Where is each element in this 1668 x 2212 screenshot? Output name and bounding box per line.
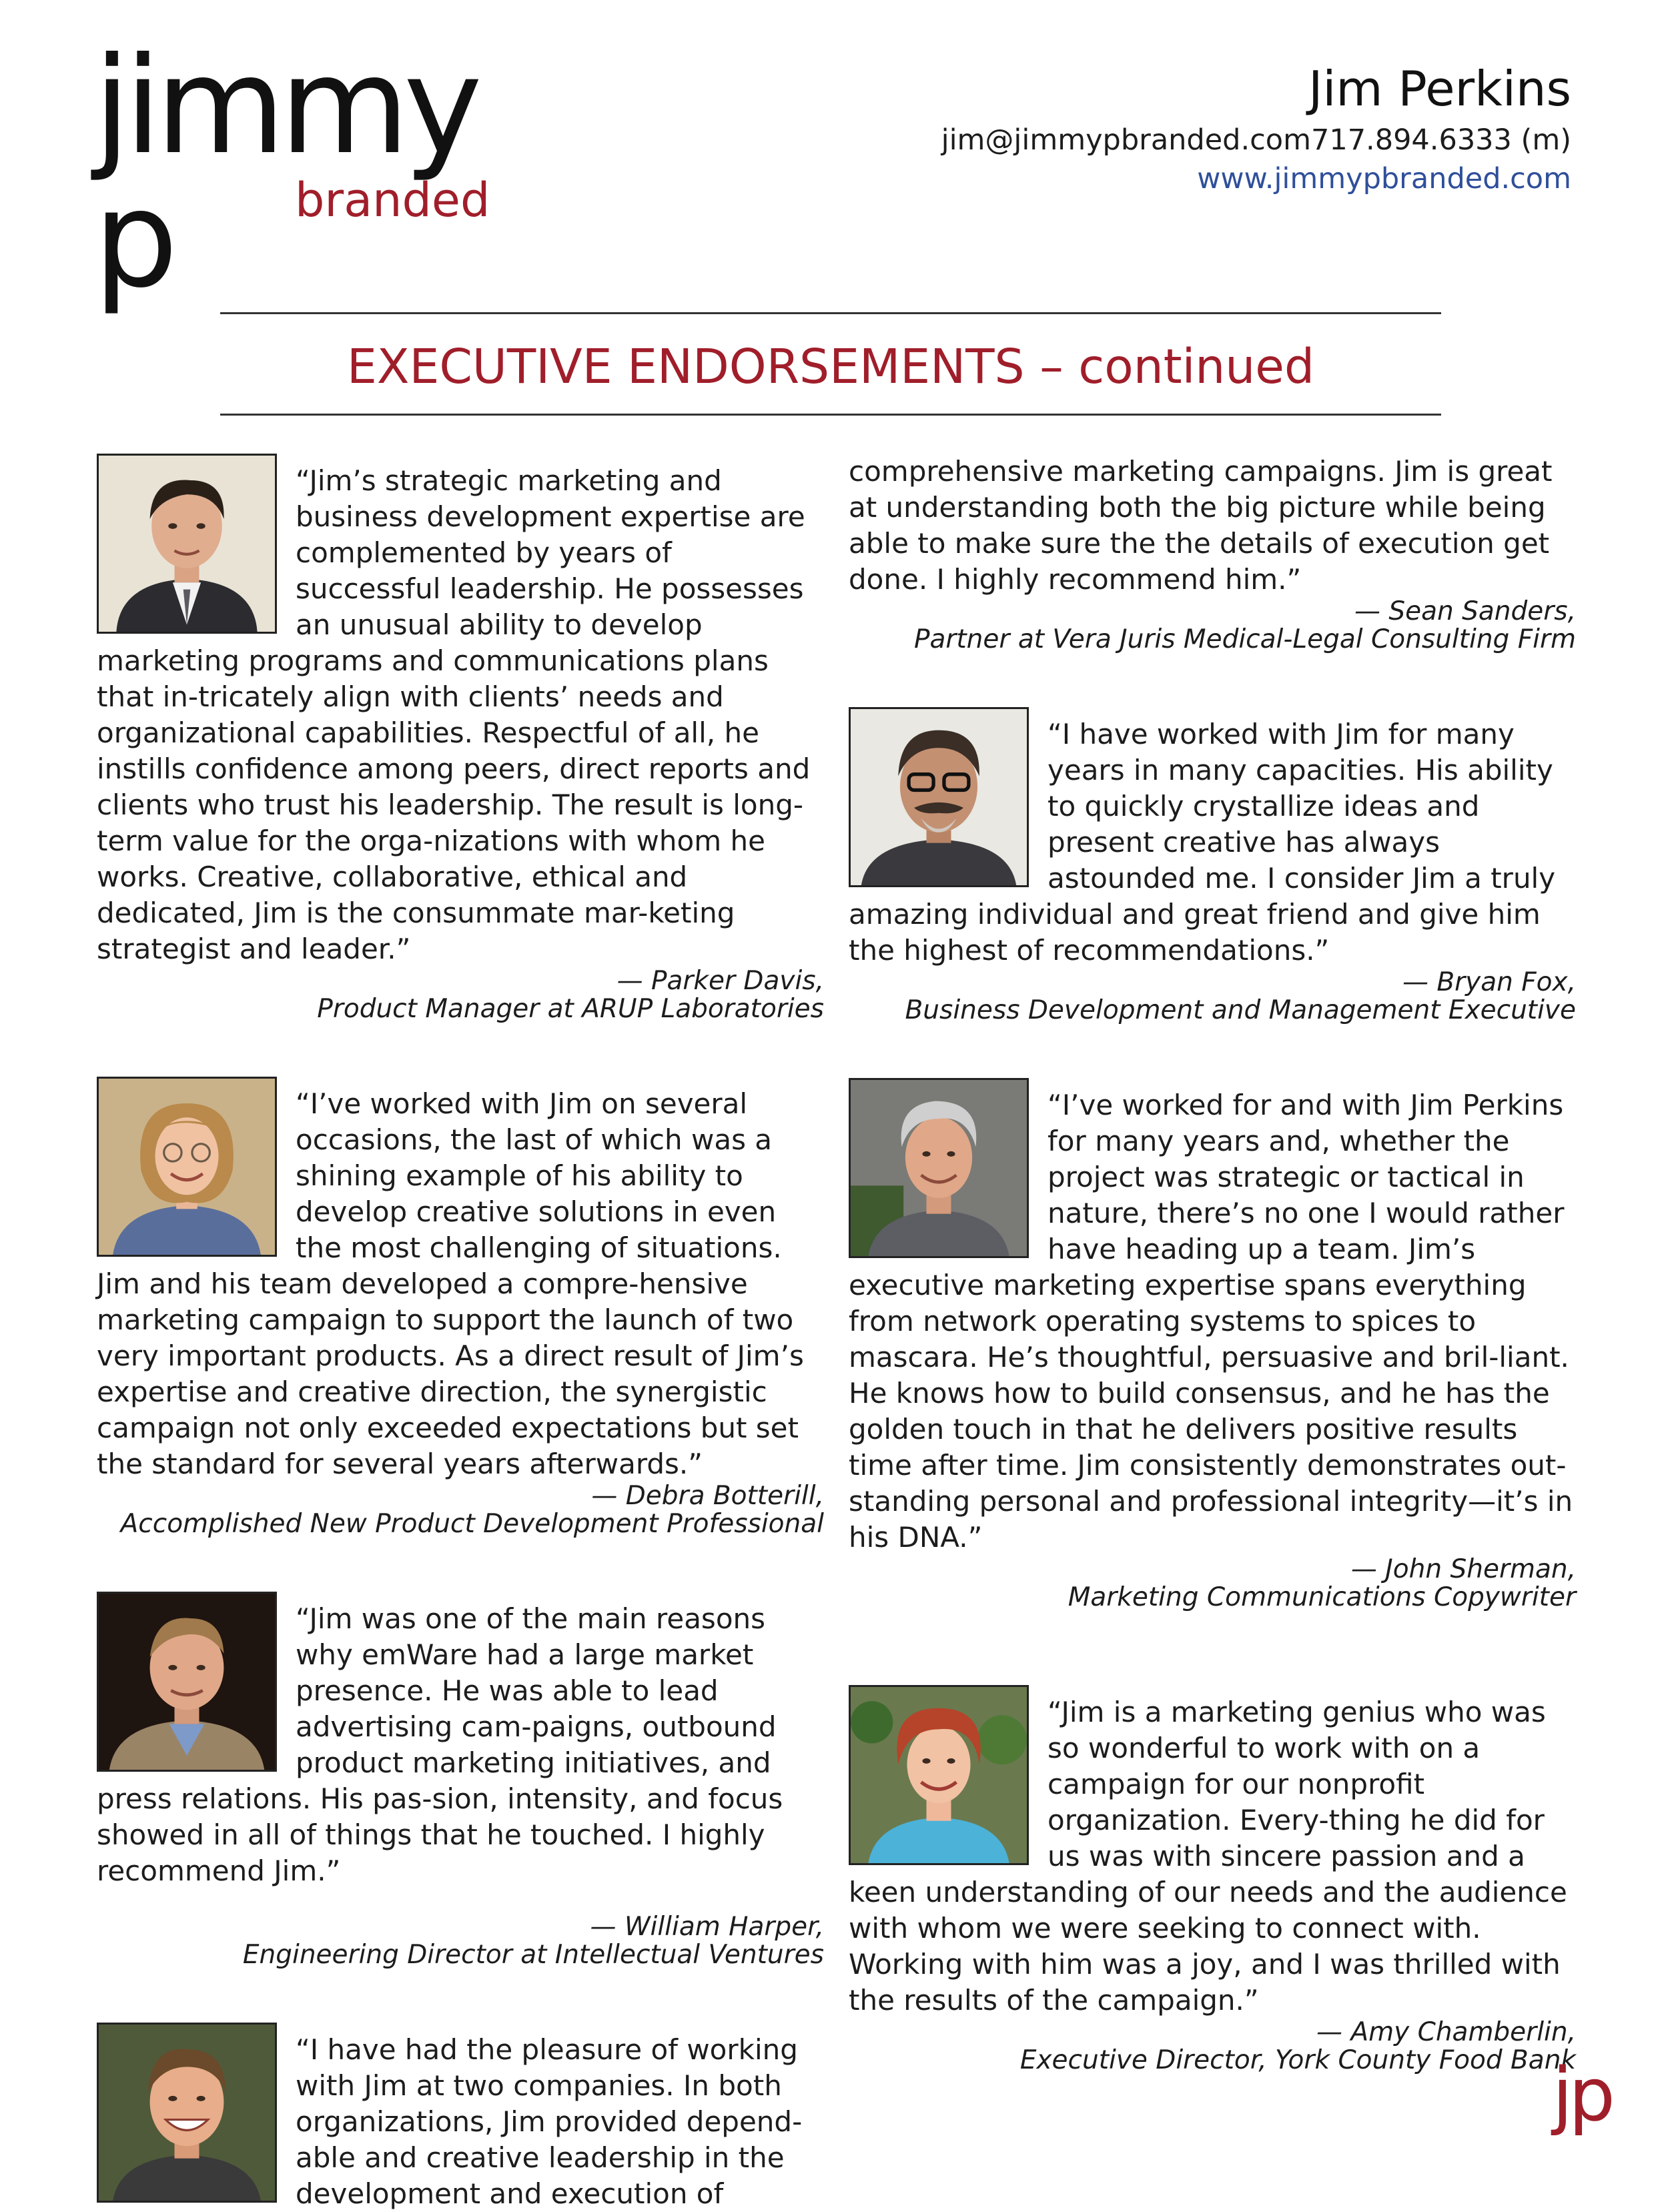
endorsement-card xyxy=(97,1077,824,1538)
contact-name: Jim Perkins xyxy=(1308,61,1571,117)
endorsement-card-continued xyxy=(849,454,1576,654)
header-bottom-rule xyxy=(220,414,1441,416)
endorsement-card xyxy=(97,454,824,1023)
endorser-title: Executive Director, York County Food Bank xyxy=(1019,2045,1576,2075)
endorser-title: Engineering Director at Intellectual Ventures xyxy=(242,1940,824,1970)
smiling-man-portrait-icon xyxy=(97,2023,277,2203)
right-column xyxy=(849,454,1576,2075)
endorsement-card xyxy=(97,2023,824,2212)
endorser-title: Business Development and Management Executive xyxy=(905,995,1576,1025)
contact-email-phone: jim@jimmypbranded.com717.894.6333 (m) xyxy=(941,123,1571,157)
logo-tagline: branded xyxy=(295,173,490,227)
endorser-name: — Bryan Fox, xyxy=(1402,967,1576,997)
endorsement-quote: “I’ve worked for and with Jim Perkins for many years and, whether the project was strategic or tactical in nature, there’s no one I would rather have heading up a team. Jim’s executive marketing expertise spans everything from network operating systems to spices to mascara. He’s thoughtful, persuasive and bril-liant. He knows how to build consensus, and he has the golden touch in that he delivers positive results time after time. Jim consistently demonstrates out-standing personal and professional integrity—it’s in his DNA.” xyxy=(849,1089,1573,1554)
contact-website-link[interactable]: www.jimmypbranded.com xyxy=(1197,162,1571,195)
endorser-title: Product Manager at ARUP Laboratories xyxy=(317,994,824,1024)
endorsement-quote: “Jim was one of the main reasons why emWare had a large market presence. He was able to lead advertising cam-paigns, outbound product marketing initiatives, and press relations. His pas-sion, intensity, and focus showed in all of things that he touched. I highly recommend Jim.” xyxy=(97,1602,783,1887)
endorser-name: — John Sherman, xyxy=(1350,1554,1576,1584)
endorser-name: — Sean Sanders, xyxy=(1354,596,1576,626)
endorsement-card xyxy=(849,1685,1576,2075)
endorsement-card xyxy=(97,1592,824,1969)
endorsement-quote: “Jim is a marketing genius who was so wonderful to work with on a campaign for our nonprofit organization. Every-thing he did for us was with sincere passion and a keen understanding of our needs and the audience with whom we were seeking to connect with. Working with him was a joy, and I was thrilled with the results of the campaign.” xyxy=(849,1696,1567,2017)
gray-haired-man-portrait-icon xyxy=(849,1078,1029,1258)
brand-logo xyxy=(93,29,560,318)
endorser-title: Marketing Communications Copywriter xyxy=(1068,1582,1576,1612)
endorsement-quote: “Jim’s strategic marketing and business development expertise are complemented by years of successful leadership. He possesses an unusual ability to develop marketing programs and communications plans that in-tricately align with clients’ needs and organizational capabilities. Respectful of all, he instills confidence among peers, direct reports and clients who trust his leadership. The result is long-term value for the orga-nizations with whom he works. Creative, collaborative, ethical and dedicated, Jim is the consummate mar-keting strategist and leader.” xyxy=(97,464,811,965)
endorsement-quote: “I’ve worked with Jim on several occasions, the last of which was a shining example of his ability to develop creative solutions in even the most challenging of situations. Jim and his team developed a compre-hensive marketing campaign to support the launch of two very important products. As a direct result of Jim’s expertise and creative direction, the synergistic campaign not only exceeded expectations but set the standard for several years afterwards.” xyxy=(97,1087,804,1480)
endorser-name: — William Harper, xyxy=(590,1912,824,1942)
left-column xyxy=(97,454,824,2212)
logo-wordmark: jimmy p xyxy=(93,29,477,318)
endorser-title: Accomplished New Product Development Professional xyxy=(120,1509,824,1539)
corner-brand-mark: jp xyxy=(1552,2052,1611,2137)
contact-block xyxy=(941,57,1571,198)
endorser-name: — Amy Chamberlin, xyxy=(1316,2017,1576,2047)
endorsement-quote: “I have worked with Jim for many years in many capacities. His ability to quickly crystallize ideas and present creative has always astounded me. I consider Jim a truly amazing individual and great friend and give him the highest of recommendations.” xyxy=(849,718,1556,967)
endorsement-card xyxy=(849,707,1576,1025)
woman-with-glasses-portrait-icon xyxy=(97,1077,277,1257)
endorsement-quote: “I have had the pleasure of working with Jim at two companies. In both organizations, Jim provided depend-able and creative leadership in the development and execution of xyxy=(296,2033,803,2210)
endorser-name: — Debra Botterill, xyxy=(591,1481,824,1511)
man-in-suit-portrait-icon xyxy=(97,454,277,634)
endorsement-card xyxy=(849,1078,1576,1612)
endorsement-quote: comprehensive marketing campaigns. Jim is great at understanding both the big picture while being able to make sure the the details of execution get done. I highly recommend him.” xyxy=(849,455,1553,596)
page-title: EXECUTIVE ENDORSEMENTS – continued xyxy=(346,339,1315,394)
endorser-title: Partner at Vera Juris Medical-Legal Consulting Firm xyxy=(913,624,1576,654)
man-with-glasses-goatee-portrait-icon xyxy=(849,707,1029,887)
header-top-rule xyxy=(220,312,1441,314)
man-portrait-dark-background-icon xyxy=(97,1592,277,1772)
endorser-name: — Parker Davis, xyxy=(616,966,824,996)
woman-red-hair-plants-portrait-icon xyxy=(849,1685,1029,1865)
